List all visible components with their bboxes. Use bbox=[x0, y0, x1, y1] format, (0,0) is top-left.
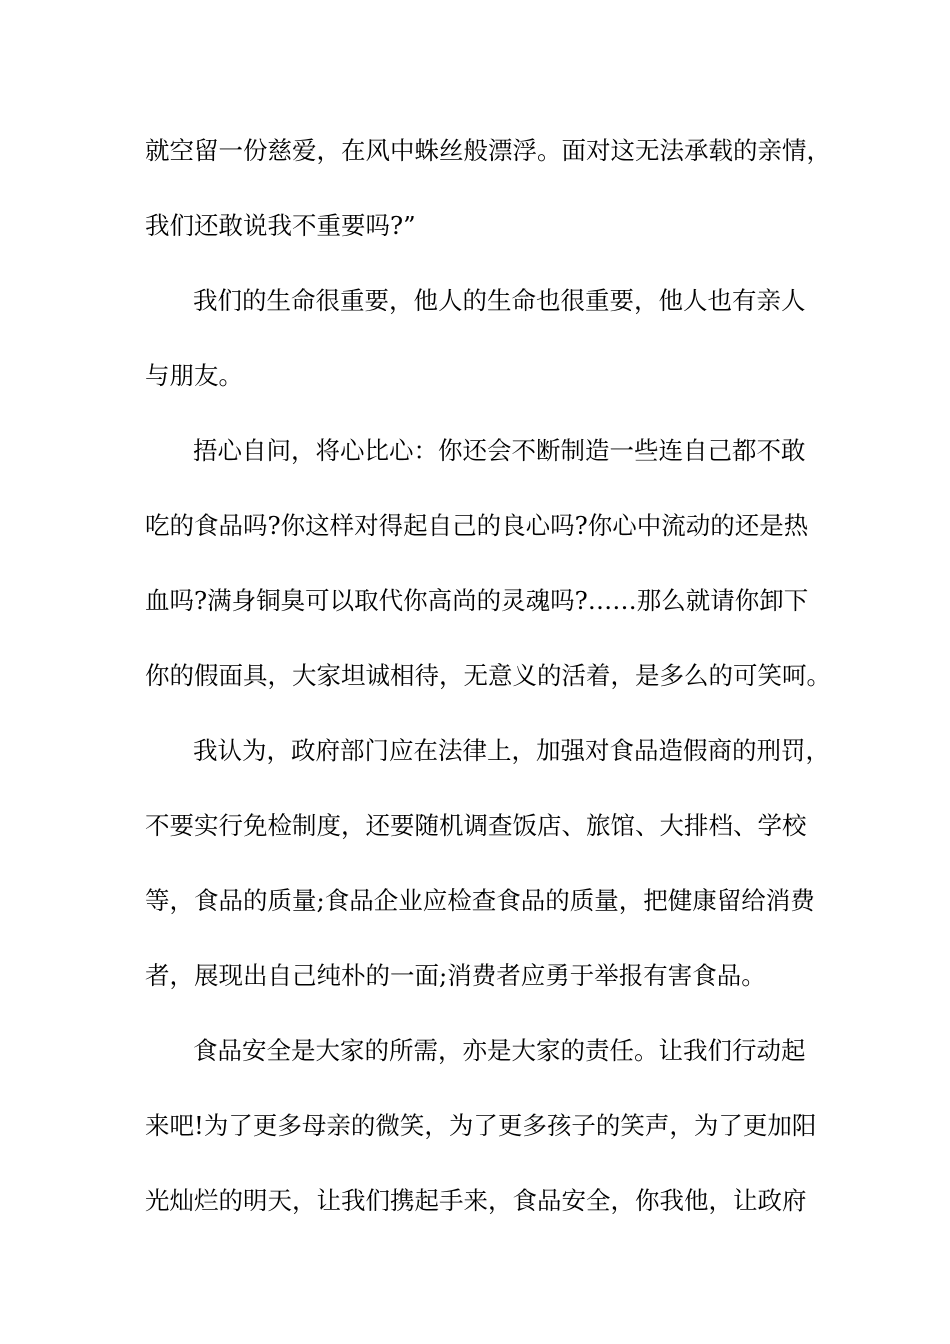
text-line: 我们还敢说我不重要吗?” bbox=[145, 211, 416, 240]
text-line: 你的假面具，大家坦诚相待，无意义的活着，是多么的可笑呵。 bbox=[145, 661, 831, 690]
text-line: 就空留一份慈爱，在风中蛛丝般漂浮。面对这无法承载的亲情， bbox=[145, 136, 831, 165]
text-line: 光灿烂的明天，让我们携起手来，食品安全，你我他，让政府 bbox=[145, 1186, 807, 1215]
text-line: 吃的食品吗?你这样对得起自己的良心吗?你心中流动的还是热 bbox=[145, 511, 809, 540]
text-line: 等，食品的质量;食品企业应检查食品的质量，把健康留给消费 bbox=[145, 886, 815, 915]
text-line: 来吧!为了更多母亲的微笑，为了更多孩子的笑声，为了更加阳 bbox=[145, 1111, 817, 1140]
text-line: 不要实行免检制度，还要随机调查饭店、旅馆、大排档、学校 bbox=[145, 811, 807, 840]
text-line: 食品安全是大家的所需，亦是大家的责任。让我们行动起 bbox=[193, 1036, 806, 1065]
text-line: 者，展现出自己纯朴的一面;消费者应勇于举报有害食品。 bbox=[145, 961, 766, 990]
text-line: 我们的生命很重要，他人的生命也很重要，他人也有亲人 bbox=[193, 286, 806, 315]
text-line: 捂心自问，将心比心：你还会不断制造一些连自己都不敢 bbox=[193, 436, 806, 465]
document-body bbox=[145, 127, 831, 1252]
text-line: 与朋友。 bbox=[145, 361, 243, 390]
text-line: 血吗?满身铜臭可以取代你高尚的灵魂吗?……那么就请你卸下 bbox=[145, 586, 809, 615]
text-line: 我认为，政府部门应在法律上，加强对食品造假商的刑罚， bbox=[193, 736, 830, 765]
